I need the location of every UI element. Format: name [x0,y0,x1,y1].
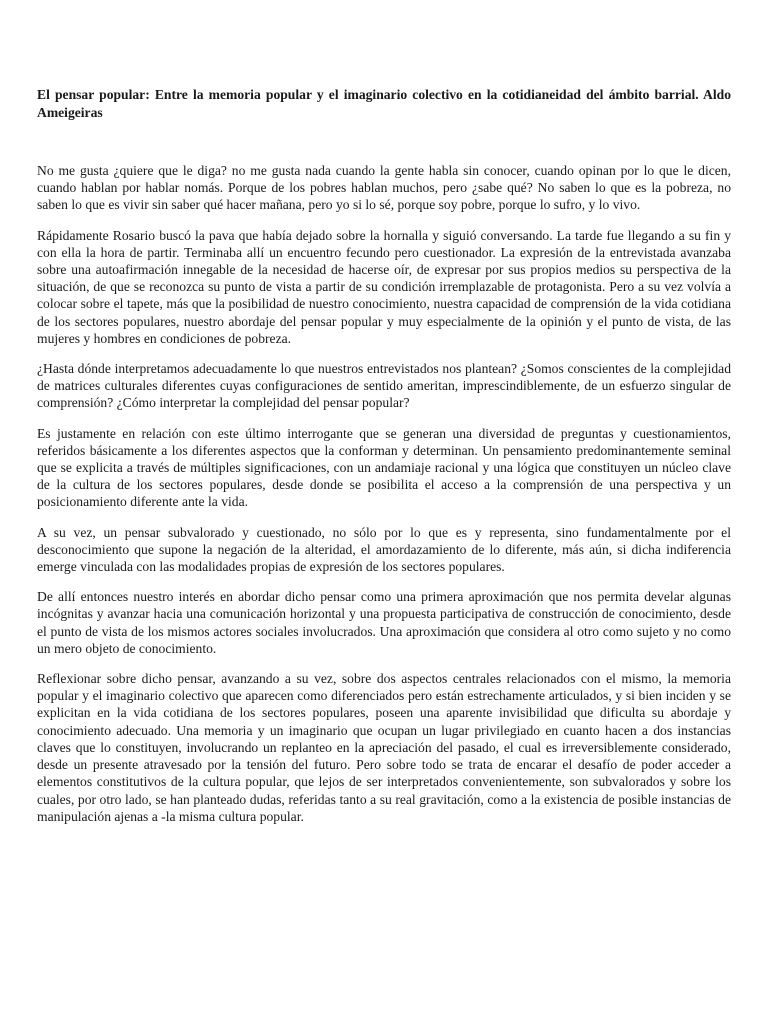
document-title: El pensar popular: Entre la memoria popular y el imaginario colectivo en la cotidianeidad del ámbito barrial. Aldo Ameigeiras [37,87,731,120]
paragraph-4: Es justamente en relación con este último interrogante que se generan una diversidad de preguntas y cuestionamientos, referidos básicamente a los diferentes aspectos que la conforman y determinan. Un pensamiento predominantemente seminal que se explicita a través de múltiples significaciones, con un andamiaje racional y una lógica que constituyen un núcleo clave de la cultura de los sectores populares, desde donde se posibilita el acceso a la comprensión de una perspectiva y un posicionamiento diferente ante la vida. [37,425,731,510]
paragraph-2: Rápidamente Rosario buscó la pava que había dejado sobre la hornalla y siguió conversando. La tarde fue llegando a su fin y con ella la hora de partir. Terminaba allí un encuentro fecundo pero cuestionador. La expresión de la entrevistada avanzaba sobre una autoafirmación innegable de la necesidad de hacerse oír, de expresar por sus propios medios su perspectiva de la situación, de que se reconozca su punto de vista a partir de su condición irremplazable de protagonista. Pero a su vez volvía a colocar sobre el tapete, más que la posibilidad de nuestro conocimiento, nuestra capacidad de comprensión de la vida cotidiana de los sectores populares, nuestro abordaje del pensar popular y muy especialmente de la opinión y el punto de vista, de las mujeres y hombres en condiciones de pobreza. [37,227,731,346]
paragraph-3: ¿Hasta dónde interpretamos adecuadamente lo que nuestros entrevistados nos plantean? ¿Somos conscientes de la complejidad de matrices culturales diferentes cuyas configuraciones de sentido ameritan, imprescindiblemente, de un esfuerzo singular de comprensión? ¿Cómo interpretar la complejidad del pensar popular? [37,361,731,411]
paragraph-5: A su vez, un pensar subvalorado y cuestionado, no sólo por lo que es y representa, sino fundamentalmente por el desconocimiento que supone la negación de la alteridad, el amordazamiento de lo diferente, más aún, si dicha indiferencia emerge vinculada con las modalidades propias de expresión de los sectores populares. [37,524,731,575]
document-page [37,86,731,838]
paragraph-1: No me gusta ¿quiere que le diga? no me gusta nada cuando la gente habla sin conocer, cuando opinan por lo que le dicen, cuando hablan por hablar nomás. Porque de los pobres hablan muchos, pero ¿sabe qué? No saben lo que es la pobreza, no saben lo que es vivir sin saber qué hacer mañana, pero yo si lo sé, porque soy pobre, porque lo sufro, y lo vivo. [37,163,731,213]
paragraph-6: De allí entonces nuestro interés en abordar dicho pensar como una primera aproximación que nos permita develar algunas incógnitas y avanzar hacia una comunicación horizontal y una propuesta participativa de construcción de conocimiento, desde el punto de vista de los mismos actores sociales involucrados. Una aproximación que considera al otro como sujeto y no como un mero objeto de conocimiento. [37,589,731,656]
paragraph-7: Reflexionar sobre dicho pensar, avanzando a su vez, sobre dos aspectos centrales relacionados con el mismo, la memoria popular y el imaginario colectivo que aparecen como diferenciados pero están estrechamente articulados, y si bien inciden y se explicitan en la vida cotidiana de los sectores populares, poseen una aparente invisibilidad que dificulta su abordaje y conocimiento adecuado. Una memoria y un imaginario que ocupan un lugar privilegiado en cuanto hacen a dos instancias claves que lo constituyen, involucrando un replanteo en la apreciación del pasado, el cual es irreversiblemente considerado, desde un presente atravesado por la tensión del futuro. Pero sobre todo se trata de encarar el desafío de poder acceder a elementos constitutivos de la cultura popular, que lejos de ser interpretados convenientemente, son subvalorados y sobre los cuales, por otro lado, se han planteado dudas, referidas tanto a su real gravitación, como a la existencia de posible instancias de manipulación ajenas a -la misma cultura popular. [37,671,731,824]
